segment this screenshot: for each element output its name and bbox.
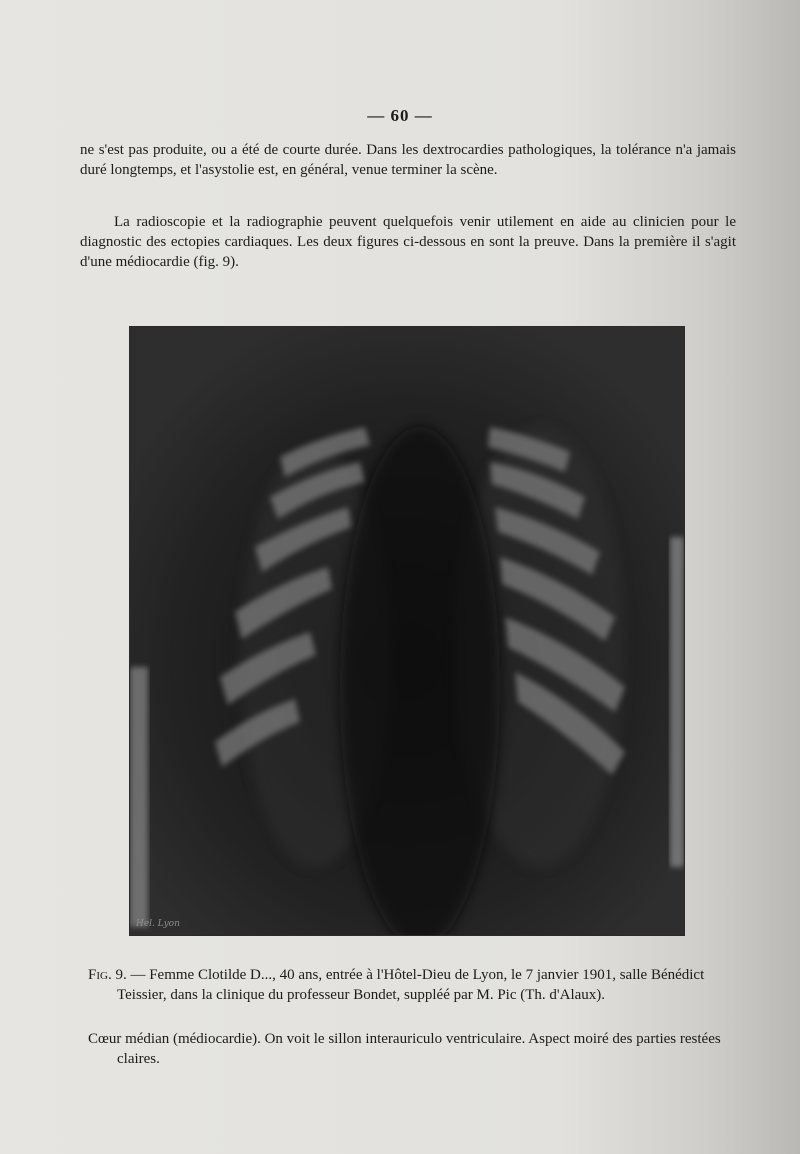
paragraph-1-text: ne s'est pas produite, ou a été de courte durée. Dans les dextrocardies pathologiques, la tolérance n'a jamais duré longtemps, et l'asystolie est, en général, venue terminer la scène. (80, 142, 736, 178)
paragraph-2-text: La radioscopie et la radiographie peuvent quelquefois venir utilement en aide au clinicien pour le diagnostic des ectopies cardiaques. Les deux figures ci-dessous en sont la preuve. Dans la première il s'agit d'une médiocardie (fig. 9). (80, 214, 736, 270)
page-number: — 60 — (367, 106, 433, 125)
engraver-signature: Hel. Lyon (136, 919, 180, 929)
figure-label: Fig. 9. (88, 967, 127, 983)
figure-caption-2 (88, 1029, 738, 1069)
figure-caption (88, 965, 738, 1005)
figure-caption-line-2: Cœur médian (médiocardie). On voit le sillon interauriculo ventriculaire. Aspect moiré des parties restées claires. (88, 1031, 721, 1067)
figure-caption-line-1 (88, 965, 738, 1005)
figure-caption-text: — Femme Clotilde D..., 40 ans, entrée à l'Hôtel-Dieu de Lyon, le 7 janvier 1901, salle Bénédict Teissier, dans la clinique du professeur Bondet, suppléé par M. Pic (Th. d'Alaux). (117, 967, 705, 1003)
paragraph-1 (80, 140, 736, 180)
paragraph-2 (80, 212, 736, 272)
chest-radiograph-image (130, 327, 684, 935)
chest-radiograph-figure (130, 327, 684, 935)
